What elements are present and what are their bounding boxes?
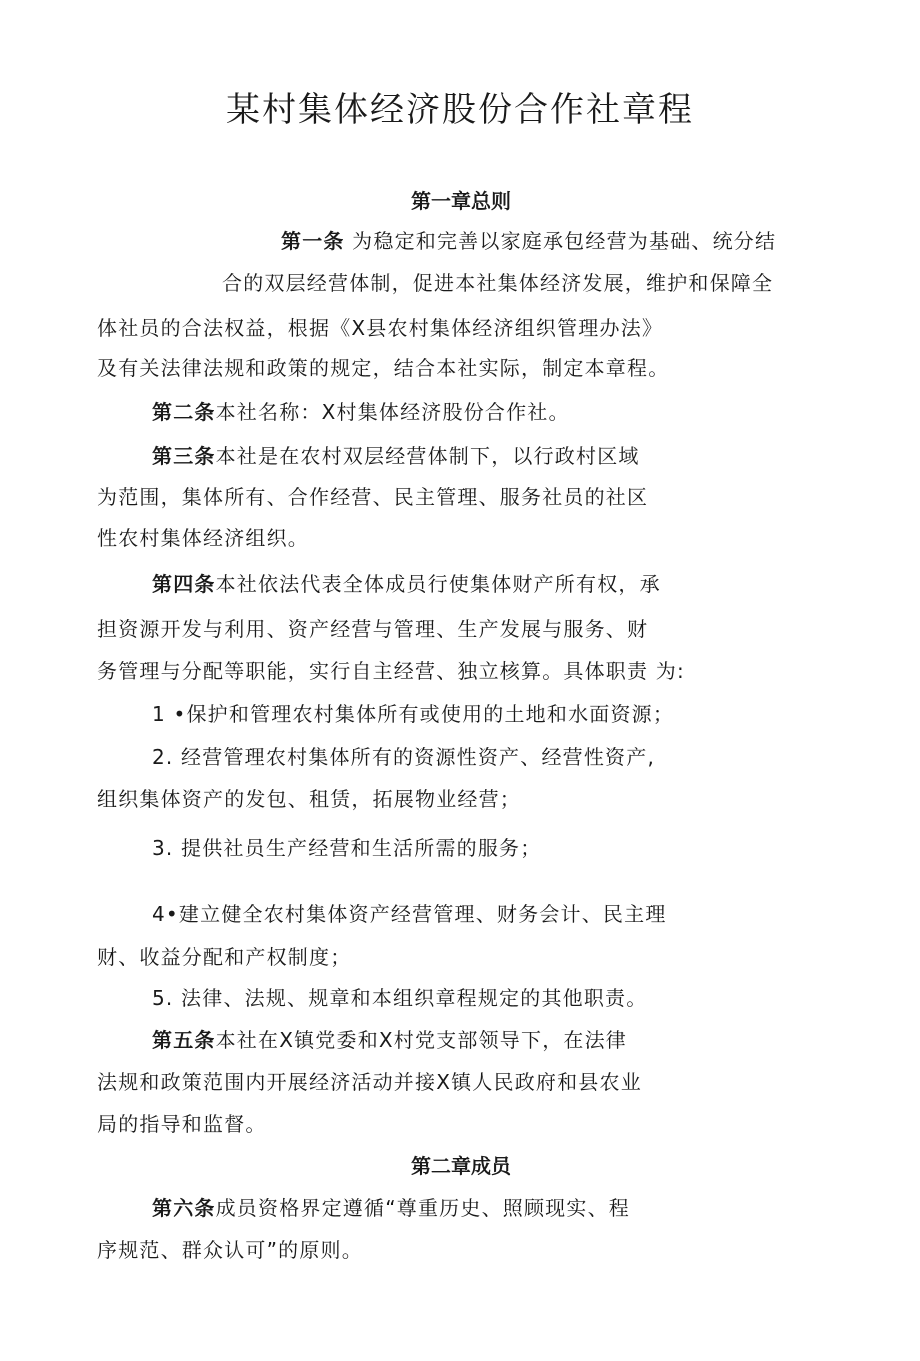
paragraph-line [97, 658, 685, 684]
paragraph-line [152, 443, 640, 469]
line-text: 5. 法律、法规、规章和本组织章程规定的其他职责。 [152, 986, 648, 1010]
paragraph-line [97, 944, 351, 970]
line-text: 合的双层经营体制，促进本社集体经济发展，维护和保障全 [222, 271, 774, 295]
line-text: 1 •保护和管理农村集体所有或使用的土地和水面资源； [152, 702, 675, 726]
line-text: 局的指导和监督。 [97, 1112, 267, 1136]
paragraph-line [97, 786, 521, 812]
line-text: 体社员的合法权益，根据《X县农村集体经济组织管理办法》 [97, 316, 664, 340]
paragraph-line [97, 525, 309, 551]
line-text: 本社在X镇党委和X村党支部领导下，在法律 [215, 1028, 628, 1052]
article-label: 第二条 [152, 400, 216, 424]
document-title: 某村集体经济股份合作社章程 [226, 90, 694, 130]
article-label: 第三条 [152, 444, 216, 468]
line-text: 本社依法代表全体成员行使集体财产所有权，承 [215, 572, 661, 596]
line-text: 务管理与分配等职能，实行自主经营、独立核算。具体职责 为: [97, 659, 685, 683]
line-text: 组织集体资产的发包、租赁，拓展物业经营； [97, 787, 521, 811]
paragraph-line [152, 1195, 630, 1221]
line-text: 为稳定和完善以家庭承包经营为基础、统分结 [344, 229, 777, 253]
line-text: 为范围，集体所有、合作经营、民主管理、服务社员的社区 [97, 485, 649, 509]
list-item [152, 744, 655, 770]
list-item [152, 901, 667, 927]
line-text: 法规和政策范围内开展经济活动并接X镇人民政府和县农业 [97, 1070, 642, 1094]
chapter-heading-1: 第一章总则 [411, 189, 511, 213]
paragraph-line [97, 616, 648, 642]
line-text: 及有关法律法规和政策的规定，结合本社实际，制定本章程。 [97, 356, 670, 380]
line-text: 性农村集体经济组织。 [97, 526, 309, 550]
article-label: 第六条 [152, 1196, 216, 1220]
list-item [152, 985, 647, 1011]
line-text: 3. 提供社员生产经营和生活所需的服务； [152, 836, 542, 860]
paragraph-line [281, 228, 776, 254]
line-text: 2. 经营管理农村集体所有的资源性资产、经营性资产, [152, 745, 655, 769]
line-text: 序规范、群众认可”的原则。 [97, 1238, 363, 1262]
line-text: 成员资格界定遵循“尊重历史、照顾现实、程 [215, 1196, 630, 1220]
list-item [152, 701, 674, 727]
line-text: 财、收益分配和产权制度； [97, 945, 352, 969]
line-text: 4•建立健全农村集体资产经营管理、财务会计、民主理 [152, 902, 667, 926]
article-label: 第五条 [152, 1028, 216, 1052]
article-label: 第四条 [152, 572, 216, 596]
paragraph-line [97, 1111, 267, 1137]
paragraph-line [152, 399, 570, 425]
paragraph-line [97, 484, 648, 510]
chapter-heading-2: 第二章成员 [411, 1154, 511, 1178]
paragraph-line [97, 355, 669, 381]
paragraph-line [152, 571, 661, 597]
line-text: 本社是在农村双层经营体制下，以行政村区域 [215, 444, 640, 468]
paragraph-line [97, 1237, 363, 1263]
paragraph-line [152, 1027, 627, 1053]
paragraph-line [97, 1069, 642, 1095]
article-label: 第一条 [281, 229, 345, 253]
list-item [152, 835, 541, 861]
line-text: 担资源开发与利用、资产经营与管理、生产发展与服务、财 [97, 617, 649, 641]
line-text: 本社名称：X村集体经济股份合作社。 [215, 400, 570, 424]
paragraph-line [222, 270, 773, 296]
paragraph-line [97, 315, 663, 341]
